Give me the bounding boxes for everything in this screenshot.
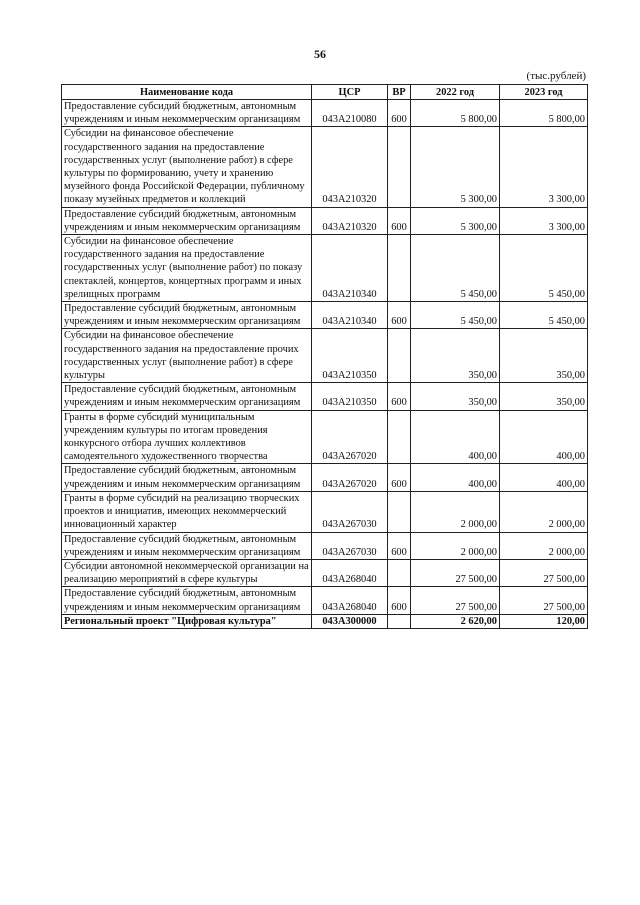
row-2022: 5 450,00 <box>411 235 500 302</box>
row-2022: 350,00 <box>411 329 500 383</box>
row-2023: 400,00 <box>500 464 588 491</box>
row-2023: 5 450,00 <box>500 302 588 329</box>
row-csr: 043A210320 <box>312 127 388 207</box>
header-csr: ЦСР <box>312 85 388 100</box>
row-2022: 2 000,00 <box>411 532 500 559</box>
row-2022: 5 300,00 <box>411 127 500 207</box>
row-csr: 043A210080 <box>312 100 388 127</box>
row-vr: 600 <box>388 464 411 491</box>
row-2022: 5 450,00 <box>411 302 500 329</box>
table-row <box>62 491 588 532</box>
row-vr <box>388 559 411 586</box>
row-csr: 043A210340 <box>312 235 388 302</box>
row-2023: 2 000,00 <box>500 491 588 532</box>
table-row <box>62 207 588 234</box>
row-name: Региональный проект "Цифровая культура" <box>62 614 312 628</box>
units-label: (тыс.рублей) <box>526 70 586 82</box>
table-row <box>62 302 588 329</box>
table-row-total <box>62 614 588 628</box>
row-name: Предоставление субсидий бюджетным, автономным учреждениям и иным некоммерческим организациям <box>62 532 312 559</box>
row-csr: 043A267020 <box>312 410 388 464</box>
table-row <box>62 383 588 410</box>
row-2023: 5 450,00 <box>500 235 588 302</box>
row-vr <box>388 410 411 464</box>
row-name: Гранты в форме субсидий муниципальным учреждениям культуры по итогам проведения конкурсного отбора лучших коллективов самодеятельного художественного творчества <box>62 410 312 464</box>
table-row <box>62 410 588 464</box>
row-name: Субсидии на финансовое обеспечение государственного задания на предоставление государственных услуг (выполнение работ) в сфере культуры по формированию, учету и хранению музейного фонда Российской Федерации, публичному показу музейных предметов и коллекций <box>62 127 312 207</box>
row-csr: 043A267030 <box>312 532 388 559</box>
row-2023: 350,00 <box>500 329 588 383</box>
header-name: Наименование кода <box>62 85 312 100</box>
row-2022: 27 500,00 <box>411 587 500 614</box>
table-header-row <box>62 85 588 100</box>
table-row <box>62 587 588 614</box>
table-row <box>62 100 588 127</box>
table-body <box>62 100 588 629</box>
row-csr: 043A210320 <box>312 207 388 234</box>
row-name: Предоставление субсидий бюджетным, автономным учреждениям и иным некоммерческим организациям <box>62 464 312 491</box>
row-vr: 600 <box>388 100 411 127</box>
row-2023: 27 500,00 <box>500 559 588 586</box>
row-csr: 043A267020 <box>312 464 388 491</box>
row-2023: 400,00 <box>500 410 588 464</box>
row-2023: 3 300,00 <box>500 127 588 207</box>
row-2023: 5 800,00 <box>500 100 588 127</box>
row-name: Предоставление субсидий бюджетным, автономным учреждениям и иным некоммерческим организациям <box>62 302 312 329</box>
row-csr: 043A210350 <box>312 383 388 410</box>
header-vr: ВР <box>388 85 411 100</box>
row-name: Предоставление субсидий бюджетным, автономным учреждениям и иным некоммерческим организациям <box>62 207 312 234</box>
row-csr: 043A210340 <box>312 302 388 329</box>
row-csr: 043A268040 <box>312 587 388 614</box>
row-2023: 2 000,00 <box>500 532 588 559</box>
row-vr: 600 <box>388 302 411 329</box>
row-csr: 043A268040 <box>312 559 388 586</box>
row-2022: 5 800,00 <box>411 100 500 127</box>
row-vr <box>388 329 411 383</box>
row-2023: 350,00 <box>500 383 588 410</box>
row-2023: 3 300,00 <box>500 207 588 234</box>
row-name: Субсидии на финансовое обеспечение государственного задания на предоставление государственных услуг (выполнение работ) по показу спектаклей, концертов, концертных программ и иных зрелищных программ <box>62 235 312 302</box>
row-name: Предоставление субсидий бюджетным, автономным учреждениям и иным некоммерческим организациям <box>62 383 312 410</box>
row-csr: 043A210350 <box>312 329 388 383</box>
row-csr: 043A300000 <box>312 614 388 628</box>
row-vr: 600 <box>388 383 411 410</box>
header-2022: 2022 год <box>411 85 500 100</box>
row-2022: 2 000,00 <box>411 491 500 532</box>
row-csr: 043A267030 <box>312 491 388 532</box>
page-number: 56 <box>314 47 326 61</box>
row-vr: 600 <box>388 587 411 614</box>
row-2023: 120,00 <box>500 614 588 628</box>
table-row <box>62 127 588 207</box>
row-name: Субсидии на финансовое обеспечение государственного задания на предоставление прочих государственных услуг (выполнение работ) в сфере культуры <box>62 329 312 383</box>
row-2022: 350,00 <box>411 383 500 410</box>
row-vr <box>388 235 411 302</box>
row-2023: 27 500,00 <box>500 587 588 614</box>
table-row <box>62 532 588 559</box>
row-name: Гранты в форме субсидий на реализацию творческих проектов и инициатив, имеющих некоммерческий инновационный характер <box>62 491 312 532</box>
row-name: Субсидии автономной некоммерческой организации на реализацию мероприятий в сфере культуры <box>62 559 312 586</box>
row-vr <box>388 614 411 628</box>
table-row <box>62 329 588 383</box>
row-vr <box>388 491 411 532</box>
row-2022: 400,00 <box>411 464 500 491</box>
row-name: Предоставление субсидий бюджетным, автономным учреждениям и иным некоммерческим организациям <box>62 100 312 127</box>
table-row <box>62 235 588 302</box>
row-2022: 5 300,00 <box>411 207 500 234</box>
table-row <box>62 464 588 491</box>
row-2022: 400,00 <box>411 410 500 464</box>
row-name: Предоставление субсидий бюджетным, автономным учреждениям и иным некоммерческим организациям <box>62 587 312 614</box>
budget-table <box>61 84 588 629</box>
row-2022: 2 620,00 <box>411 614 500 628</box>
row-2022: 27 500,00 <box>411 559 500 586</box>
header-2023: 2023 год <box>500 85 588 100</box>
row-vr <box>388 127 411 207</box>
row-vr: 600 <box>388 207 411 234</box>
table-row <box>62 559 588 586</box>
row-vr: 600 <box>388 532 411 559</box>
